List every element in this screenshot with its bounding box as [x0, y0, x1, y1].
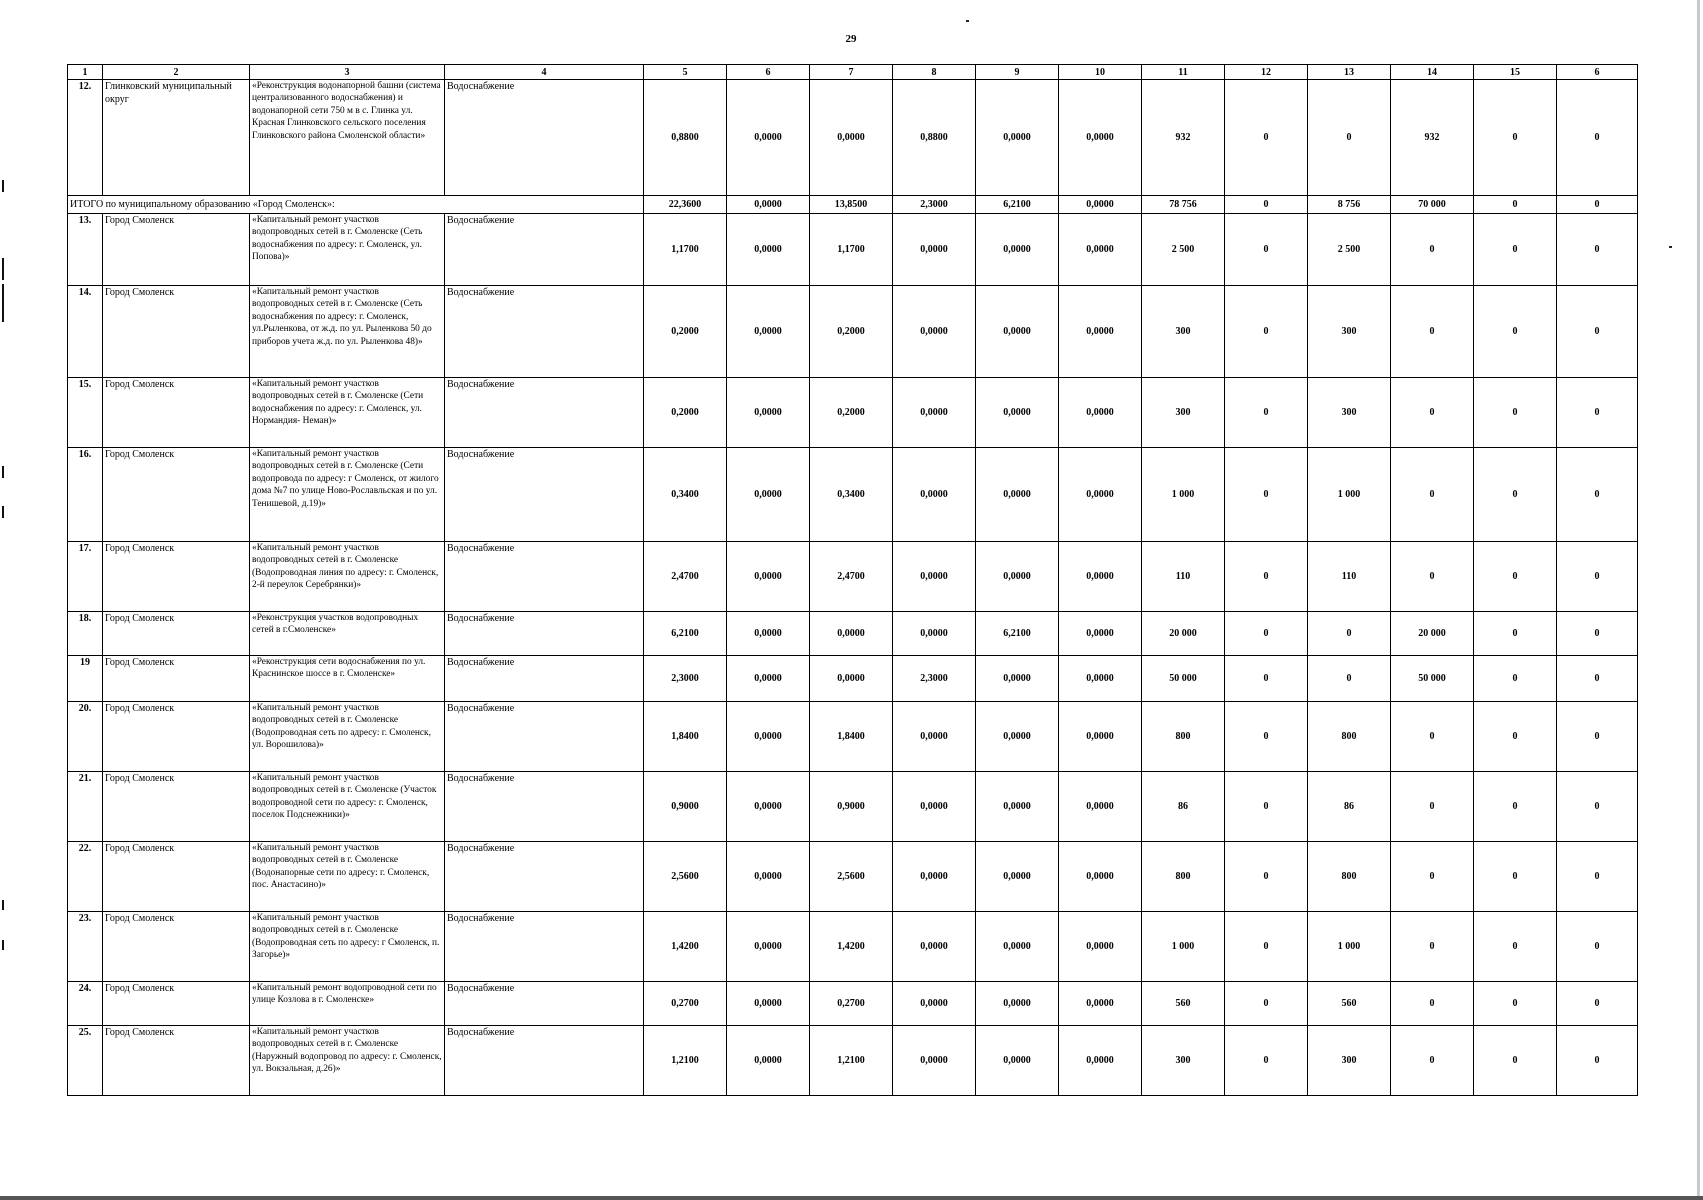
value-cell: 0,0000 [976, 1026, 1059, 1096]
object-description-cell: «Капитальный ремонт водопроводной сети по улице Козлова в г. Смоленске» [250, 982, 445, 1026]
value-cell: 0,0000 [727, 378, 810, 448]
value-cell: 110 [1142, 542, 1225, 612]
value-cell: 0 [1474, 1026, 1557, 1096]
total-value-cell: 0,0000 [727, 196, 810, 214]
value-cell: 0 [1391, 214, 1474, 286]
value-cell: 0 [1225, 378, 1308, 448]
value-cell: 0 [1474, 772, 1557, 842]
value-cell: 0 [1225, 842, 1308, 912]
value-cell: 0 [1474, 912, 1557, 982]
value-cell: 300 [1308, 286, 1391, 378]
column-header: 1 [68, 65, 103, 80]
value-cell: 0 [1225, 656, 1308, 702]
table-row [68, 982, 1638, 1026]
value-cell: 300 [1142, 1026, 1225, 1096]
object-description-cell: «Капитальный ремонт участков водопроводных сетей в г. Смоленске (Сеть водоснабжения по адресу: г. Смоленск, ул. Попова)» [250, 214, 445, 286]
value-cell: 0,0000 [727, 982, 810, 1026]
value-cell: 800 [1308, 702, 1391, 772]
scan-edge [1697, 0, 1700, 1200]
scan-mark [2, 284, 4, 322]
value-cell: 300 [1142, 378, 1225, 448]
scan-speck [1669, 246, 1672, 248]
value-cell: 0,0000 [727, 286, 810, 378]
value-cell: 0,0000 [1059, 656, 1142, 702]
object-description-cell: «Капитальный ремонт участков водопроводных сетей в г. Смоленске (Водопроводная сеть по адресу: г Смоленск, п. Загорье)» [250, 912, 445, 982]
total-value-cell: 13,8500 [810, 196, 893, 214]
value-cell: 20 000 [1391, 612, 1474, 656]
value-cell: 1,8400 [810, 702, 893, 772]
value-cell: 0 [1557, 842, 1638, 912]
object-type-cell: Водоснабжение [445, 378, 644, 448]
value-cell: 0,2000 [810, 378, 893, 448]
value-cell: 0,0000 [810, 612, 893, 656]
value-cell: 0 [1474, 378, 1557, 448]
value-cell: 0,0000 [727, 1026, 810, 1096]
value-cell: 0 [1391, 448, 1474, 542]
row-number: 24. [68, 982, 103, 1026]
column-header: 2 [103, 65, 250, 80]
value-cell: 0 [1391, 982, 1474, 1026]
value-cell: 0 [1474, 656, 1557, 702]
value-cell: 560 [1308, 982, 1391, 1026]
value-cell: 0,0000 [727, 656, 810, 702]
value-cell: 0,0000 [727, 542, 810, 612]
value-cell: 0,0000 [976, 982, 1059, 1026]
value-cell: 0 [1474, 702, 1557, 772]
row-number: 13. [68, 214, 103, 286]
value-cell: 0,0000 [727, 772, 810, 842]
column-header: 10 [1059, 65, 1142, 80]
object-type-cell: Водоснабжение [445, 1026, 644, 1096]
table-row [68, 448, 1638, 542]
municipality-cell: Глинковский муниципальный округ [103, 80, 250, 196]
object-description-cell: «Капитальный ремонт участков водопроводных сетей в г. Смоленске (Наружный водопровод по адресу: г. Смоленск, ул. Вокзальная, д.26)» [250, 1026, 445, 1096]
value-cell: 1,4200 [810, 912, 893, 982]
value-cell: 0 [1225, 772, 1308, 842]
value-cell: 0 [1557, 1026, 1638, 1096]
municipality-cell: Город Смоленск [103, 842, 250, 912]
table-body [68, 65, 1638, 1096]
value-cell: 0,0000 [727, 612, 810, 656]
value-cell: 0 [1474, 80, 1557, 196]
object-description-cell: «Капитальный ремонт участков водопроводных сетей в г. Смоленске (Сети водопровода по адресу: г Смоленск, от жилого дома №7 по улице Ново-Рославльская и по ул. Тенишевой, д.19)» [250, 448, 445, 542]
table-row [68, 612, 1638, 656]
table-row [68, 1026, 1638, 1096]
value-cell: 1,1700 [810, 214, 893, 286]
value-cell: 2,3000 [893, 656, 976, 702]
row-number: 19 [68, 656, 103, 702]
column-header: 4 [445, 65, 644, 80]
value-cell: 0,2000 [810, 286, 893, 378]
value-cell: 0,0000 [976, 772, 1059, 842]
value-cell: 0,8800 [893, 80, 976, 196]
value-cell: 50 000 [1142, 656, 1225, 702]
scan-edge [0, 1196, 1703, 1200]
value-cell: 2 500 [1142, 214, 1225, 286]
value-cell: 300 [1308, 1026, 1391, 1096]
object-description-cell: «Реконструкция участков водопроводных сетей в г.Смоленске» [250, 612, 445, 656]
object-description-cell: «Реконструкция водонапорной башни (система централизованного водоснабжения) и водонапорной сети 750 м в с. Глинка ул. Красная Глинковского сельского поселения Глинковского района Смоленской области» [250, 80, 445, 196]
object-type-cell: Водоснабжение [445, 542, 644, 612]
row-number: 18. [68, 612, 103, 656]
table-row [68, 656, 1638, 702]
value-cell: 0,0000 [1059, 702, 1142, 772]
value-cell: 0,0000 [727, 80, 810, 196]
value-cell: 0 [1391, 1026, 1474, 1096]
value-cell: 0 [1225, 448, 1308, 542]
column-header: 9 [976, 65, 1059, 80]
value-cell: 0 [1474, 842, 1557, 912]
value-cell: 1 000 [1308, 448, 1391, 542]
value-cell: 0,0000 [893, 214, 976, 286]
value-cell: 0 [1308, 80, 1391, 196]
value-cell: 0,0000 [727, 912, 810, 982]
column-header-row [68, 65, 1638, 80]
value-cell: 0 [1391, 286, 1474, 378]
municipality-cell: Город Смоленск [103, 542, 250, 612]
column-header: 3 [250, 65, 445, 80]
value-cell: 0,0000 [1059, 214, 1142, 286]
value-cell: 0,2700 [644, 982, 727, 1026]
value-cell: 0,0000 [893, 982, 976, 1026]
value-cell: 0,0000 [727, 214, 810, 286]
scan-mark [2, 506, 4, 518]
object-type-cell: Водоснабжение [445, 702, 644, 772]
value-cell: 0 [1225, 612, 1308, 656]
table-row [68, 772, 1638, 842]
total-label: ИТОГО по муниципальному образованию «Город Смоленск»: [68, 196, 644, 214]
row-number: 25. [68, 1026, 103, 1096]
value-cell: 0 [1391, 912, 1474, 982]
value-cell: 1,8400 [644, 702, 727, 772]
total-value-cell: 22,3600 [644, 196, 727, 214]
page-number: 29 [845, 33, 857, 45]
scan-mark [2, 180, 4, 192]
value-cell: 0,0000 [893, 702, 976, 772]
object-description-cell: «Капитальный ремонт участков водопроводных сетей в г. Смоленске (Водопроводная сеть по адресу: г. Смоленск, ул. Ворошилова)» [250, 702, 445, 772]
value-cell: 86 [1308, 772, 1391, 842]
value-cell: 1,1700 [644, 214, 727, 286]
object-type-cell: Водоснабжение [445, 772, 644, 842]
value-cell: 0 [1391, 378, 1474, 448]
value-cell: 0 [1557, 80, 1638, 196]
value-cell: 0 [1308, 612, 1391, 656]
total-value-cell: 8 756 [1308, 196, 1391, 214]
value-cell: 6,2100 [976, 612, 1059, 656]
value-cell: 0,3400 [644, 448, 727, 542]
value-cell: 2,5600 [644, 842, 727, 912]
municipality-cell: Город Смоленск [103, 772, 250, 842]
value-cell: 932 [1391, 80, 1474, 196]
value-cell: 2,4700 [644, 542, 727, 612]
value-cell: 0,0000 [1059, 772, 1142, 842]
total-row [68, 196, 1638, 214]
value-cell: 0,0000 [1059, 448, 1142, 542]
total-value-cell: 0 [1225, 196, 1308, 214]
value-cell: 0,0000 [1059, 378, 1142, 448]
value-cell: 0 [1391, 772, 1474, 842]
value-cell: 0,0000 [976, 542, 1059, 612]
value-cell: 560 [1142, 982, 1225, 1026]
municipality-cell: Город Смоленск [103, 378, 250, 448]
object-description-cell: «Капитальный ремонт участков водопроводных сетей в г. Смоленске (Водопроводная линия по адресу: г. Смоленск, 2-й переулок Серебрянки)» [250, 542, 445, 612]
value-cell: 0,0000 [727, 448, 810, 542]
municipality-cell: Город Смоленск [103, 612, 250, 656]
value-cell: 0,0000 [976, 448, 1059, 542]
value-cell: 0 [1557, 772, 1638, 842]
object-description-cell: «Капитальный ремонт участков водопроводных сетей в г. Смоленске (Участок водопроводной сети по адресу: г. Смоленск, поселок Подснежники)» [250, 772, 445, 842]
value-cell: 0 [1308, 656, 1391, 702]
value-cell: 0,0000 [893, 912, 976, 982]
value-cell: 0,2000 [644, 286, 727, 378]
value-cell: 2 500 [1308, 214, 1391, 286]
scan-mark [2, 900, 4, 910]
value-cell: 0,2000 [644, 378, 727, 448]
column-header: 13 [1308, 65, 1391, 80]
object-description-cell: «Капитальный ремонт участков водопроводных сетей в г. Смоленске (Сеть водоснабжения по адресу: г. Смоленск, ул.Рыленкова, от ж.д. по ул. Рыленкова 50 до приборов учета ж.д. по ул. Рыленкова 48)» [250, 286, 445, 378]
value-cell: 0,0000 [1059, 286, 1142, 378]
value-cell: 0,0000 [893, 286, 976, 378]
table-row [68, 286, 1638, 378]
value-cell: 0 [1225, 982, 1308, 1026]
value-cell: 0,0000 [810, 656, 893, 702]
value-cell: 0 [1225, 702, 1308, 772]
value-cell: 0,2700 [810, 982, 893, 1026]
value-cell: 2,3000 [644, 656, 727, 702]
value-cell: 0,0000 [976, 286, 1059, 378]
total-value-cell: 2,3000 [893, 196, 976, 214]
value-cell: 110 [1308, 542, 1391, 612]
value-cell: 0,0000 [1059, 612, 1142, 656]
value-cell: 1,4200 [644, 912, 727, 982]
value-cell: 932 [1142, 80, 1225, 196]
value-cell: 0,0000 [1059, 542, 1142, 612]
row-number: 21. [68, 772, 103, 842]
municipality-cell: Город Смоленск [103, 286, 250, 378]
value-cell: 2,4700 [810, 542, 893, 612]
value-cell: 1 000 [1142, 448, 1225, 542]
value-cell: 0,0000 [976, 80, 1059, 196]
value-cell: 1,2100 [810, 1026, 893, 1096]
scan-mark [2, 940, 4, 950]
row-number: 15. [68, 378, 103, 448]
value-cell: 0 [1225, 912, 1308, 982]
table-row [68, 378, 1638, 448]
value-cell: 0 [1391, 542, 1474, 612]
object-type-cell: Водоснабжение [445, 912, 644, 982]
value-cell: 0 [1474, 214, 1557, 286]
row-number: 20. [68, 702, 103, 772]
column-header: 6 [727, 65, 810, 80]
value-cell: 300 [1308, 378, 1391, 448]
value-cell: 20 000 [1142, 612, 1225, 656]
value-cell: 800 [1142, 842, 1225, 912]
column-header: 7 [810, 65, 893, 80]
value-cell: 0,0000 [976, 842, 1059, 912]
total-value-cell: 0 [1557, 196, 1638, 214]
value-cell: 0,0000 [727, 702, 810, 772]
column-header: 12 [1225, 65, 1308, 80]
value-cell: 0,0000 [893, 1026, 976, 1096]
object-type-cell: Водоснабжение [445, 448, 644, 542]
value-cell: 0,8800 [644, 80, 727, 196]
object-type-cell: Водоснабжение [445, 214, 644, 286]
object-type-cell: Водоснабжение [445, 612, 644, 656]
value-cell: 0 [1474, 612, 1557, 656]
column-header: 8 [893, 65, 976, 80]
value-cell: 0 [1557, 656, 1638, 702]
value-cell: 0,9000 [810, 772, 893, 842]
value-cell: 0 [1225, 542, 1308, 612]
value-cell: 0,0000 [976, 702, 1059, 772]
municipality-cell: Город Смоленск [103, 982, 250, 1026]
value-cell: 0 [1557, 982, 1638, 1026]
value-cell: 2,5600 [810, 842, 893, 912]
value-cell: 0 [1557, 612, 1638, 656]
total-value-cell: 70 000 [1391, 196, 1474, 214]
row-number: 14. [68, 286, 103, 378]
value-cell: 0,0000 [1059, 80, 1142, 196]
value-cell: 6,2100 [644, 612, 727, 656]
value-cell: 0 [1225, 80, 1308, 196]
value-cell: 86 [1142, 772, 1225, 842]
value-cell: 800 [1308, 842, 1391, 912]
municipality-cell: Город Смоленск [103, 214, 250, 286]
column-header: 5 [644, 65, 727, 80]
value-cell: 0 [1391, 842, 1474, 912]
municipality-cell: Город Смоленск [103, 656, 250, 702]
value-cell: 0,0000 [727, 842, 810, 912]
value-cell: 300 [1142, 286, 1225, 378]
value-cell: 0,0000 [893, 612, 976, 656]
column-header: 6 [1557, 65, 1638, 80]
column-header: 14 [1391, 65, 1474, 80]
total-value-cell: 0 [1474, 196, 1557, 214]
value-cell: 0,0000 [1059, 842, 1142, 912]
value-cell: 1 000 [1142, 912, 1225, 982]
value-cell: 0,0000 [810, 80, 893, 196]
total-value-cell: 6,2100 [976, 196, 1059, 214]
value-cell: 0,0000 [976, 378, 1059, 448]
municipality-cell: Город Смоленск [103, 702, 250, 772]
total-value-cell: 0,0000 [1059, 196, 1142, 214]
value-cell: 1,2100 [644, 1026, 727, 1096]
value-cell: 0,0000 [893, 842, 976, 912]
object-description-cell: «Капитальный ремонт участков водопроводных сетей в г. Смоленске (Сети водоснабжения по адресу: г. Смоленск, ул. Нормандия- Неман)» [250, 378, 445, 448]
municipality-cell: Город Смоленск [103, 448, 250, 542]
value-cell: 0,3400 [810, 448, 893, 542]
value-cell: 0 [1225, 1026, 1308, 1096]
value-cell: 0 [1557, 448, 1638, 542]
value-cell: 0,0000 [976, 656, 1059, 702]
value-cell: 0 [1225, 214, 1308, 286]
value-cell: 800 [1142, 702, 1225, 772]
row-number: 22. [68, 842, 103, 912]
municipality-cell: Город Смоленск [103, 1026, 250, 1096]
value-cell: 0 [1225, 286, 1308, 378]
object-type-cell: Водоснабжение [445, 982, 644, 1026]
row-number: 16. [68, 448, 103, 542]
value-cell: 0 [1557, 912, 1638, 982]
value-cell: 0,9000 [644, 772, 727, 842]
projects-table [67, 64, 1638, 1096]
value-cell: 0 [1474, 286, 1557, 378]
value-cell: 50 000 [1391, 656, 1474, 702]
object-type-cell: Водоснабжение [445, 286, 644, 378]
municipality-cell: Город Смоленск [103, 912, 250, 982]
scan-speck [966, 20, 969, 22]
value-cell: 0,0000 [893, 542, 976, 612]
value-cell: 1 000 [1308, 912, 1391, 982]
scan-mark [2, 258, 4, 280]
value-cell: 0,0000 [893, 448, 976, 542]
value-cell: 0,0000 [893, 772, 976, 842]
table-row [68, 80, 1638, 196]
value-cell: 0,0000 [1059, 912, 1142, 982]
value-cell: 0 [1557, 378, 1638, 448]
object-type-cell: Водоснабжение [445, 80, 644, 196]
object-description-cell: «Капитальный ремонт участков водопроводных сетей в г. Смоленске (Водонапорные сети по адресу: г. Смоленск, пос. Анастасино)» [250, 842, 445, 912]
value-cell: 0 [1557, 214, 1638, 286]
column-header: 15 [1474, 65, 1557, 80]
value-cell: 0 [1474, 982, 1557, 1026]
value-cell: 0,0000 [893, 378, 976, 448]
value-cell: 0,0000 [976, 912, 1059, 982]
value-cell: 0 [1474, 448, 1557, 542]
value-cell: 0,0000 [1059, 1026, 1142, 1096]
object-description-cell: «Реконструкция сети водоснабжения по ул. Краснинское шоссе в г. Смоленске» [250, 656, 445, 702]
value-cell: 0 [1557, 702, 1638, 772]
scan-mark [2, 466, 4, 478]
object-type-cell: Водоснабжение [445, 656, 644, 702]
value-cell: 0 [1557, 286, 1638, 378]
table-row [68, 842, 1638, 912]
value-cell: 0,0000 [976, 214, 1059, 286]
value-cell: 0,0000 [1059, 982, 1142, 1026]
object-type-cell: Водоснабжение [445, 842, 644, 912]
value-cell: 0 [1557, 542, 1638, 612]
column-header: 11 [1142, 65, 1225, 80]
table-row [68, 214, 1638, 286]
table-row [68, 542, 1638, 612]
total-value-cell: 78 756 [1142, 196, 1225, 214]
row-number: 12. [68, 80, 103, 196]
value-cell: 0 [1474, 542, 1557, 612]
row-number: 17. [68, 542, 103, 612]
table-row [68, 702, 1638, 772]
row-number: 23. [68, 912, 103, 982]
table-row [68, 912, 1638, 982]
value-cell: 0 [1391, 702, 1474, 772]
